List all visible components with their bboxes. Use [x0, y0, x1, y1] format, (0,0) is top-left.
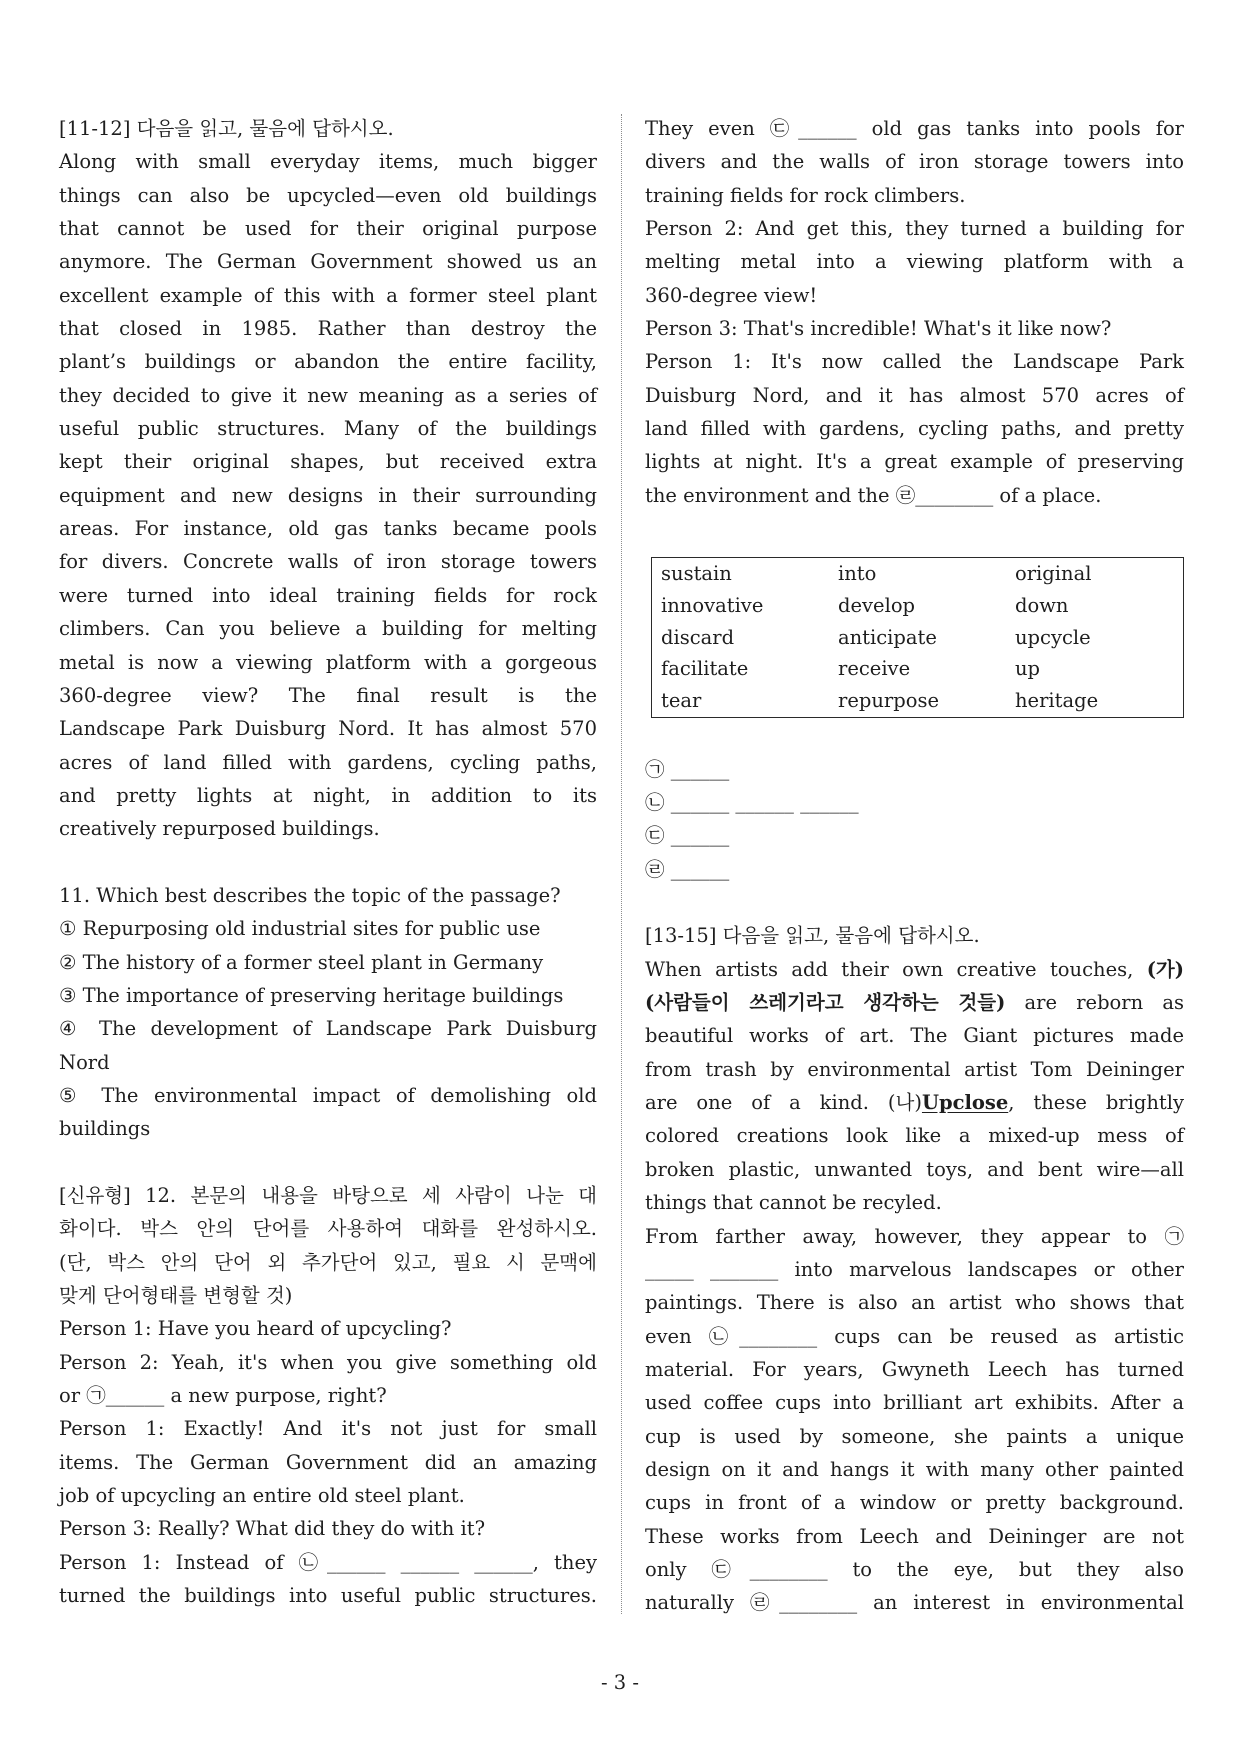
text-line: they decided to give it new meaning as a series of: [59, 383, 597, 407]
answer-blank: ㉢ ______: [645, 824, 730, 848]
text-line: design on it and hangs it with many other painted: [645, 1457, 1184, 1481]
text-line: divers and the walls of iron storage towers into: [645, 150, 1184, 174]
text-line: job of upcycling an entire old steel plant.: [59, 1484, 465, 1508]
text-line: Person 1: Instead of ㉡______ ______ ______, they: [59, 1550, 597, 1574]
text-run: are one of a kind. (나): [645, 1091, 922, 1115]
dialogue-turn: [59, 1512, 597, 1545]
text-line: naturally ㉣________ an interest in environmental: [645, 1591, 1184, 1615]
text-line: from trash by environmental artist Tom Deininger: [645, 1057, 1184, 1081]
text-line: land filled with gardens, cycling paths, and pretty: [645, 417, 1184, 441]
emphasized-text: (사람들이 쓰레기라고 생각하는 것들): [645, 991, 1006, 1015]
text-line: colored creations look like a mixed-up mess of: [645, 1124, 1184, 1148]
text-line: [645, 1086, 1184, 1119]
text-line: were turned into ideal training fields for rock: [59, 583, 597, 607]
word-box-cell: innovative: [661, 593, 764, 617]
text-line: only ㉢________ to the eye, but they also: [645, 1557, 1184, 1581]
text-line: paintings. There is also an artist who shows that: [645, 1291, 1184, 1315]
instruction-paragraph: [59, 1179, 597, 1312]
emphasized-text: Upclose: [921, 1091, 1009, 1115]
dialogue-turn: [59, 1412, 597, 1512]
text-line: cups in front of a window or pretty background.: [645, 1491, 1184, 1515]
text-line: cup is used by someone, she paints a unique: [645, 1424, 1184, 1448]
dialogue-turn: [59, 1546, 597, 1613]
question-stem: 11. Which best describes the topic of the passage?: [59, 883, 561, 907]
dialogue-continued: [645, 112, 1184, 512]
text-line: These works from Leech and Deininger are not: [645, 1524, 1184, 1548]
text-line: Nord: [59, 1050, 110, 1074]
section-header: [11-12] 다음을 읽고, 물음에 답하시오.: [59, 117, 394, 140]
text-line: 화이다. 박스 안의 단어를 사용하여 대화를 완성하시오.: [59, 1217, 597, 1241]
word-box-cell: repurpose: [838, 689, 939, 713]
word-box-cell: down: [1015, 593, 1069, 617]
answer-option: [59, 979, 597, 1012]
text-run: , these brightly: [1008, 1091, 1184, 1115]
passage-body: [59, 145, 597, 845]
dialogue-turn: [645, 345, 1184, 512]
word-box-cell: into: [838, 561, 877, 585]
text-line: things can also be upcycled—even old buildings: [59, 183, 597, 207]
text-line: useful public structures. Many of the buildings: [59, 417, 597, 441]
answer-option: [59, 1079, 597, 1146]
dialogue: [59, 1312, 597, 1612]
word-box-cell: facilitate: [661, 657, 749, 681]
text-line: lights at night. It's a great example of preserving: [645, 450, 1184, 474]
answer-option: [59, 1012, 597, 1079]
right-column: [645, 112, 1184, 1620]
text-line: buildings: [59, 1117, 151, 1141]
text-line: [645, 953, 1184, 986]
text-line: _____ _______ into marvelous landscapes or other: [645, 1257, 1184, 1281]
question-instruction: [59, 1179, 597, 1312]
text-line: anymore. The German Government showed us an: [59, 250, 597, 274]
text-line: that cannot be used for their original purpose: [59, 217, 597, 241]
text-line: broken plastic, unwanted toys, and bent wire—all: [645, 1157, 1184, 1181]
word-box-cell: up: [1015, 657, 1041, 681]
text-line: 맞게 단어형태를 변형할 것): [59, 1284, 293, 1308]
text-line: Along with small everyday items, much bigger: [59, 150, 597, 174]
text-line: 360-degree view!: [645, 283, 818, 307]
text-line: beautiful works of art. The Giant pictures made: [645, 1024, 1184, 1048]
text-line: Person 1: Have you heard of upcycling?: [59, 1317, 452, 1341]
word-box-cell: discard: [661, 625, 735, 649]
text-line: [645, 986, 1184, 1019]
text-run: are reborn as: [1005, 991, 1184, 1015]
text-line: Landscape Park Duisburg Nord. It has almost 570: [59, 717, 597, 741]
word-box-cell: heritage: [1015, 689, 1099, 713]
emphasized-text: (가): [1146, 957, 1184, 981]
text-line: that closed in 1985. Rather than destroy the: [59, 317, 597, 341]
text-line: excellent example of this with a former steel plant: [59, 283, 597, 307]
text-line: Person 3: That's incredible! What's it like now?: [645, 317, 1112, 341]
text-line: ③ The importance of preserving heritage buildings: [59, 983, 564, 1007]
text-line: and pretty lights at night, in addition to its: [59, 783, 597, 807]
text-line: 360-degree view? The final result is the: [59, 683, 597, 707]
word-box-cell: receive: [838, 657, 911, 681]
answer-options: [59, 912, 597, 1145]
word-box: [651, 557, 1184, 718]
text-run: When artists add their own creative touches,: [645, 957, 1147, 981]
text-line: ⑤ The environmental impact of demolishing old: [59, 1083, 597, 1107]
text-line: Person 3: Really? What did they do with it?: [59, 1517, 486, 1541]
text-line: creatively repurposed buildings.: [59, 817, 380, 841]
text-line: ① Repurposing old industrial sites for public use: [59, 917, 541, 941]
word-box-cell: tear: [661, 689, 702, 713]
text-line: (단, 박스 안의 단어 외 추가단어 있고, 필요 시 문맥에: [59, 1250, 597, 1274]
text-line: ④ The development of Landscape Park Duisburg: [59, 1017, 597, 1041]
text-line: They even ㉢______ old gas tanks into pools for: [645, 117, 1184, 140]
text-line: metal is now a viewing platform with a gorgeous: [59, 650, 597, 674]
word-box-cell: upcycle: [1015, 625, 1091, 649]
text-line: [신유형] 12. 본문의 내용을 바탕으로 세 사람이 나눈 대: [59, 1184, 597, 1207]
question-11: [59, 879, 597, 1146]
word-box-cell: original: [1015, 561, 1092, 585]
text-line: used coffee cups into brilliant art exhibits. After a: [645, 1391, 1184, 1415]
answer-blank: ㉡ ______ ______ ______: [645, 791, 859, 815]
column-divider: [621, 114, 622, 1614]
text-line: equipment and new designs in their surrounding: [59, 483, 597, 507]
passage-paragraph: [645, 1220, 1184, 1620]
answer-blank: ㉠ ______: [645, 757, 730, 781]
question-12: [59, 1179, 597, 1612]
text-line: items. The German Government did an amazing: [59, 1450, 597, 1474]
page-number: - 3 -: [601, 1671, 639, 1694]
passage-body: [645, 953, 1184, 1620]
text-line: acres of land filled with gardens, cycling paths,: [59, 750, 597, 774]
left-column: [59, 112, 597, 1612]
passage-paragraph: [59, 145, 597, 845]
text-line: even ㉡________ cups can be reused as artistic: [645, 1324, 1184, 1348]
word-box-cell: develop: [838, 593, 916, 617]
dialogue-turn: [59, 1346, 597, 1413]
answer-option: [59, 912, 597, 945]
dialogue-turn: [59, 1312, 597, 1345]
text-line: Person 2: And get this, they turned a building for: [645, 217, 1184, 241]
text-line: Person 1: It's now called the Landscape Park: [645, 350, 1184, 374]
text-line: climbers. Can you believe a building for melting: [59, 617, 597, 641]
answer-blanks: [645, 753, 1184, 886]
text-line: plant’s buildings or abandon the entire facility,: [59, 350, 597, 374]
text-line: kept their original shapes, but received extra: [59, 450, 597, 474]
answer-option: [59, 946, 597, 979]
text-line: Person 1: Exactly! And it's not just for small: [59, 1417, 597, 1441]
text-line: Person 2: Yeah, it's when you give something old: [59, 1350, 597, 1374]
text-line: From farther away, however, they appear to ㉠: [645, 1224, 1184, 1248]
answer-blank: ㉣ ______: [645, 857, 730, 881]
text-line: the environment and the ㉣________ of a place.: [645, 483, 1102, 507]
text-line: turned the buildings into useful public structures.: [59, 1584, 597, 1608]
word-box-cell: sustain: [661, 561, 732, 585]
text-line: Duisburg Nord, and it has almost 570 acres of: [645, 383, 1184, 407]
text-line: or ㉠______ a new purpose, right?: [59, 1384, 387, 1408]
passage-13-15: [645, 919, 1184, 1619]
text-line: ② The history of a former steel plant in Germany: [59, 950, 544, 974]
text-line: melting metal into a viewing platform with a: [645, 250, 1184, 274]
text-line: for divers. Concrete walls of iron storage towers: [59, 550, 597, 574]
passage-11-12: [59, 112, 597, 846]
text-line: things that cannot be recyled.: [645, 1191, 942, 1215]
dialogue-turn: [645, 212, 1184, 312]
dialogue-turn: [645, 312, 1184, 345]
dialogue-turn: [645, 112, 1184, 212]
text-line: training fields for rock climbers.: [645, 183, 966, 207]
text-line: areas. For instance, old gas tanks became pools: [59, 517, 597, 541]
section-header: [13-15] 다음을 읽고, 물음에 답하시오.: [645, 924, 980, 948]
passage-paragraph: [645, 953, 1184, 1220]
text-line: material. For years, Gwyneth Leech has turned: [645, 1357, 1184, 1381]
word-box-cell: anticipate: [838, 625, 937, 649]
